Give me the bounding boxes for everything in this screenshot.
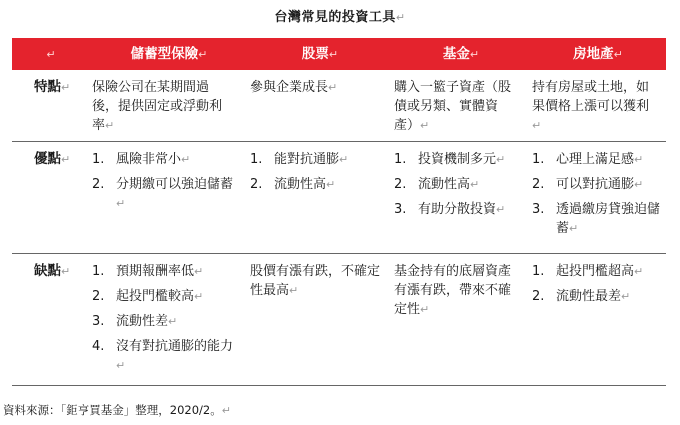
list-number: 2. xyxy=(250,177,263,192)
features-insurance: 保險公司在某期間過後，提供固定或浮動利率 ↵ xyxy=(92,78,232,135)
list-number: 3. xyxy=(394,202,407,217)
list-number: 2. xyxy=(532,289,545,304)
row-label-features: 特點 ↵ xyxy=(34,78,70,97)
list-item: 3. 有助分散投資 ↵ xyxy=(394,200,524,219)
paragraph-mark-icon xyxy=(569,222,578,235)
list-number: 1. xyxy=(532,264,545,279)
features-stocks: 參與企業成長 ↵ xyxy=(250,78,380,97)
list-item: 2. 可以對抗通膨 ↵ xyxy=(532,175,662,194)
paragraph-mark-icon xyxy=(61,153,70,166)
list-item: 2. 分期繳可以強迫儲蓄 ↵ xyxy=(92,175,240,213)
paragraph-mark-icon xyxy=(46,48,55,61)
list-number: 2. xyxy=(532,177,545,192)
pros-insurance xyxy=(92,150,240,219)
paragraph-mark-icon xyxy=(168,315,177,328)
paragraph-mark-icon xyxy=(105,119,114,132)
paragraph-mark-icon xyxy=(470,48,479,61)
pros-funds xyxy=(394,150,524,225)
row-divider xyxy=(12,253,666,254)
paragraph-mark-icon xyxy=(634,265,643,278)
list-item: 2. 流動性最差 ↵ xyxy=(532,287,662,306)
list-item: 3. 透過繳房貸強迫儲蓄 ↵ xyxy=(532,200,662,238)
pros-realestate xyxy=(532,150,662,244)
list-number: 1. xyxy=(92,264,105,279)
row-label-cons: 缺點 ↵ xyxy=(34,262,70,281)
header-realestate: 房地產 ↵ xyxy=(530,38,666,70)
paragraph-mark-icon xyxy=(329,48,338,61)
paragraph-mark-icon xyxy=(496,153,505,166)
paragraph-mark-icon xyxy=(289,284,298,297)
cons-stocks: 股價有漲有跌，不確定性最高 ↵ xyxy=(250,262,382,300)
paragraph-mark-icon xyxy=(194,265,203,278)
list-number: 3. xyxy=(92,314,105,329)
paragraph-mark-icon xyxy=(614,48,623,61)
list-item: 2. 起投門檻較高 ↵ xyxy=(92,287,240,306)
paragraph-mark-icon xyxy=(328,81,337,94)
paragraph-mark-icon xyxy=(470,178,479,191)
list-item: 1. 預期報酬率低 ↵ xyxy=(92,262,240,281)
table-title: 台灣常見的投資工具 ↵ xyxy=(0,6,680,25)
table-header xyxy=(12,38,666,70)
paragraph-mark-icon xyxy=(396,11,406,24)
cons-insurance xyxy=(92,262,240,381)
paragraph-mark-icon xyxy=(420,303,429,316)
cons-realestate xyxy=(532,262,662,312)
list-number: 2. xyxy=(92,177,105,192)
cons-funds: 基金持有的底層資產有漲有跌，帶來不確定性 ↵ xyxy=(394,262,512,319)
list-number: 3. xyxy=(532,202,545,217)
list-number: 1. xyxy=(92,152,105,167)
source-note: 資料來源：「鉅亨買基金」整理，2020/2。 ↵ xyxy=(3,402,231,418)
list-number: 1. xyxy=(250,152,263,167)
list-item: 1. 心理上滿足感 ↵ xyxy=(532,150,662,169)
list-item: 1. 起投門檻超高 ↵ xyxy=(532,262,662,281)
paragraph-mark-icon xyxy=(634,153,643,166)
list-item: 4. 沒有對抗通膨的能力 ↵ xyxy=(92,337,240,375)
paragraph-mark-icon xyxy=(61,265,70,278)
row-label-pros: 優點 ↵ xyxy=(34,150,70,169)
list-item: 1. 風險非常小 ↵ xyxy=(92,150,240,169)
features-realestate: 持有房屋或土地，如果價格上漲可以獲利 ↵ xyxy=(532,78,650,135)
list-number: 1. xyxy=(532,152,545,167)
paragraph-mark-icon xyxy=(496,203,505,216)
header-stocks: 股票 ↵ xyxy=(248,38,392,70)
paragraph-mark-icon xyxy=(194,290,203,303)
paragraph-mark-icon xyxy=(532,119,541,132)
paragraph-mark-icon xyxy=(326,178,335,191)
list-item: 1. 投資機制多元 ↵ xyxy=(394,150,524,169)
list-number: 4. xyxy=(92,339,105,354)
header-corner xyxy=(12,38,90,70)
paragraph-mark-icon xyxy=(634,178,643,191)
row-divider xyxy=(12,141,666,142)
paragraph-mark-icon xyxy=(222,404,231,417)
paragraph-mark-icon xyxy=(116,359,125,372)
paragraph-mark-icon xyxy=(181,153,190,166)
list-item: 3. 流動性差 ↵ xyxy=(92,312,240,331)
pros-stocks xyxy=(250,150,380,200)
list-item: 1. 能對抗通膨 ↵ xyxy=(250,150,380,169)
list-number: 1. xyxy=(394,152,407,167)
paragraph-mark-icon xyxy=(621,290,630,303)
paragraph-mark-icon xyxy=(420,119,429,132)
list-number: 2. xyxy=(92,289,105,304)
features-funds: 購入一籃子資產（股債或另類、實體資產） ↵ xyxy=(394,78,516,135)
paragraph-mark-icon xyxy=(61,81,70,94)
header-funds: 基金 ↵ xyxy=(392,38,530,70)
paragraph-mark-icon xyxy=(198,48,207,61)
table-bottom-rule xyxy=(12,385,666,386)
paragraph-mark-icon xyxy=(116,197,125,210)
list-item: 2. 流動性高 ↵ xyxy=(394,175,524,194)
list-item: 2. 流動性高 ↵ xyxy=(250,175,380,194)
list-number: 2. xyxy=(394,177,407,192)
paragraph-mark-icon xyxy=(339,153,348,166)
header-insurance: 儲蓄型保險 ↵ xyxy=(90,38,248,70)
